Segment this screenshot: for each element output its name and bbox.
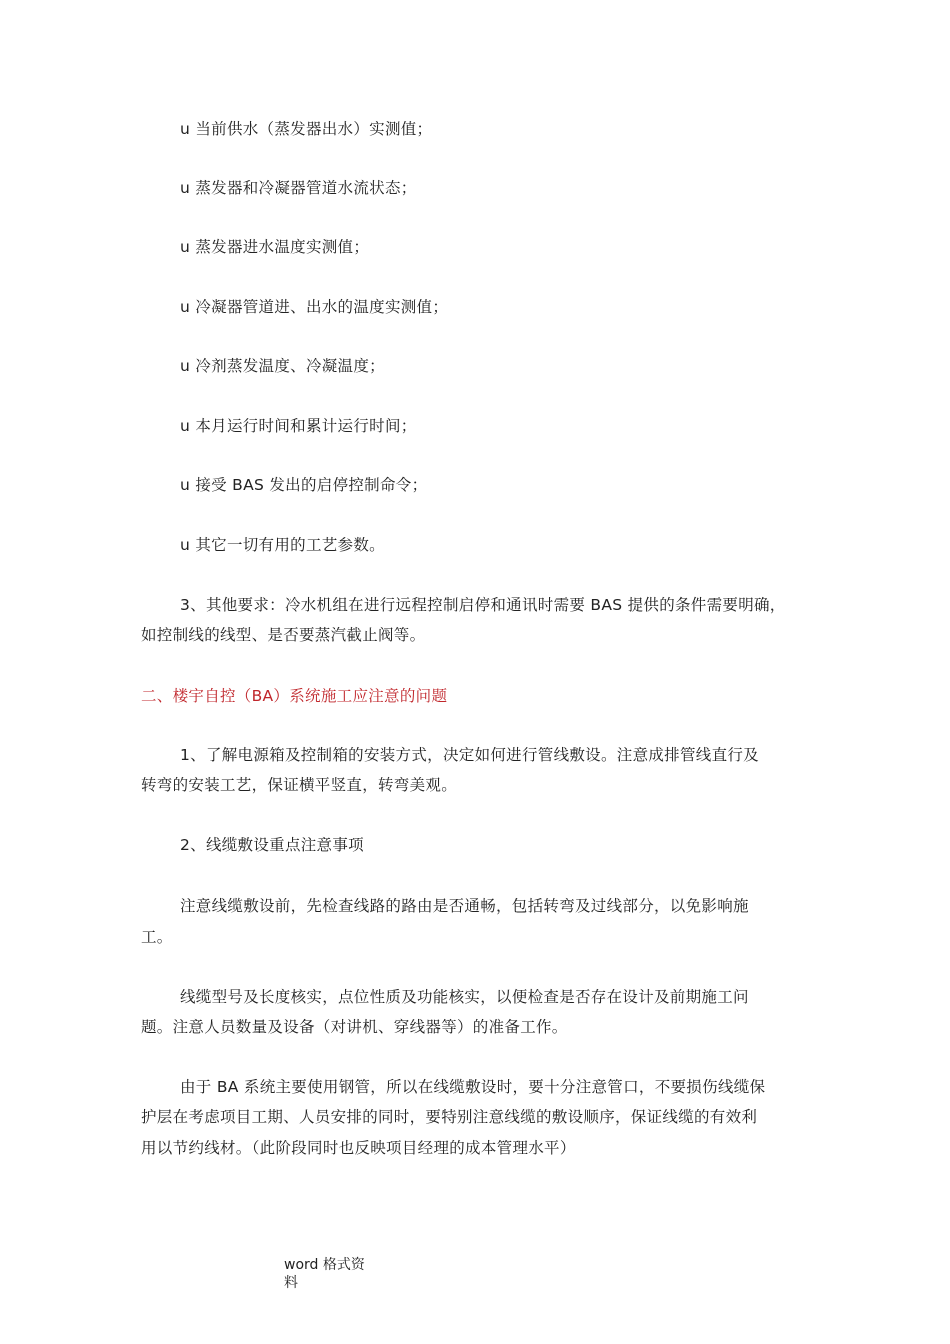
item1-line1: 1、了解电源箱及控制箱的安装方式，决定如何进行管线敷设。注意成排管线直行及 (180, 746, 759, 764)
item1-line2: 转弯的安装工艺，保证横平竖直，转弯美观。 (141, 776, 458, 794)
bullet-bas-command: u 接受 BAS 发出的启停控制命令； (180, 476, 428, 494)
para-verify-line2: 题。注意人员数量及设备（对讲机、穿线器等）的准备工作。 (141, 1018, 568, 1036)
bullet-water-flow-status: u 蒸发器和冷凝器管道水流状态； (180, 179, 417, 197)
bullet-other-params: u 其它一切有用的工艺参数。 (180, 536, 385, 554)
bullet-condenser-temp: u 冷凝器管道进、出水的温度实测值； (180, 298, 449, 316)
other-requirements-line1: 3、其他要求：冷水机组在进行远程控制启停和通讯时需要 BAS 提供的条件需要明确， (180, 596, 786, 614)
para-route-line1: 注意线缆敷设前，先检查线路的路由是否通畅，包括转弯及过线部分，以免影响施 (180, 897, 749, 915)
para-route-line2: 工。 (141, 928, 173, 946)
item2-title: 2、线缆敷设重点注意事项 (180, 836, 364, 854)
section-heading: 二、楼宇自控（BA）系统施工应注意的问题 (141, 687, 448, 705)
para-pipe-line3: 用以节约线材。（此阶段同时也反映项目经理的成本管理水平） (141, 1139, 576, 1157)
bullet-evaporator-inlet-temp: u 蒸发器进水温度实测值； (180, 238, 370, 256)
bullet-run-time: u 本月运行时间和累计运行时间； (180, 417, 417, 435)
para-verify-line1: 线缆型号及长度核实，点位性质及功能核实，以便检查是否存在设计及前期施工问 (180, 988, 749, 1006)
other-requirements-line2: 如控制线的线型、是否要蒸汽截止阀等。 (141, 626, 426, 644)
footer-line1: word 格式资 (284, 1257, 365, 1273)
footer-line2: 料 (284, 1275, 298, 1291)
bullet-refrigerant-temp: u 冷剂蒸发温度、冷凝温度； (180, 357, 385, 375)
bullet-supply-water: u 当前供水（蒸发器出水）实测值； (180, 120, 433, 138)
para-pipe-line1: 由于 BA 系统主要使用钢管，所以在线缆敷设时，要十分注意管口，不要损伤线缆保 (180, 1078, 766, 1096)
para-pipe-line2: 护层在考虑项目工期、人员安排的同时，要特别注意线缆的敷设顺序，保证线缆的有效利 (141, 1108, 758, 1126)
